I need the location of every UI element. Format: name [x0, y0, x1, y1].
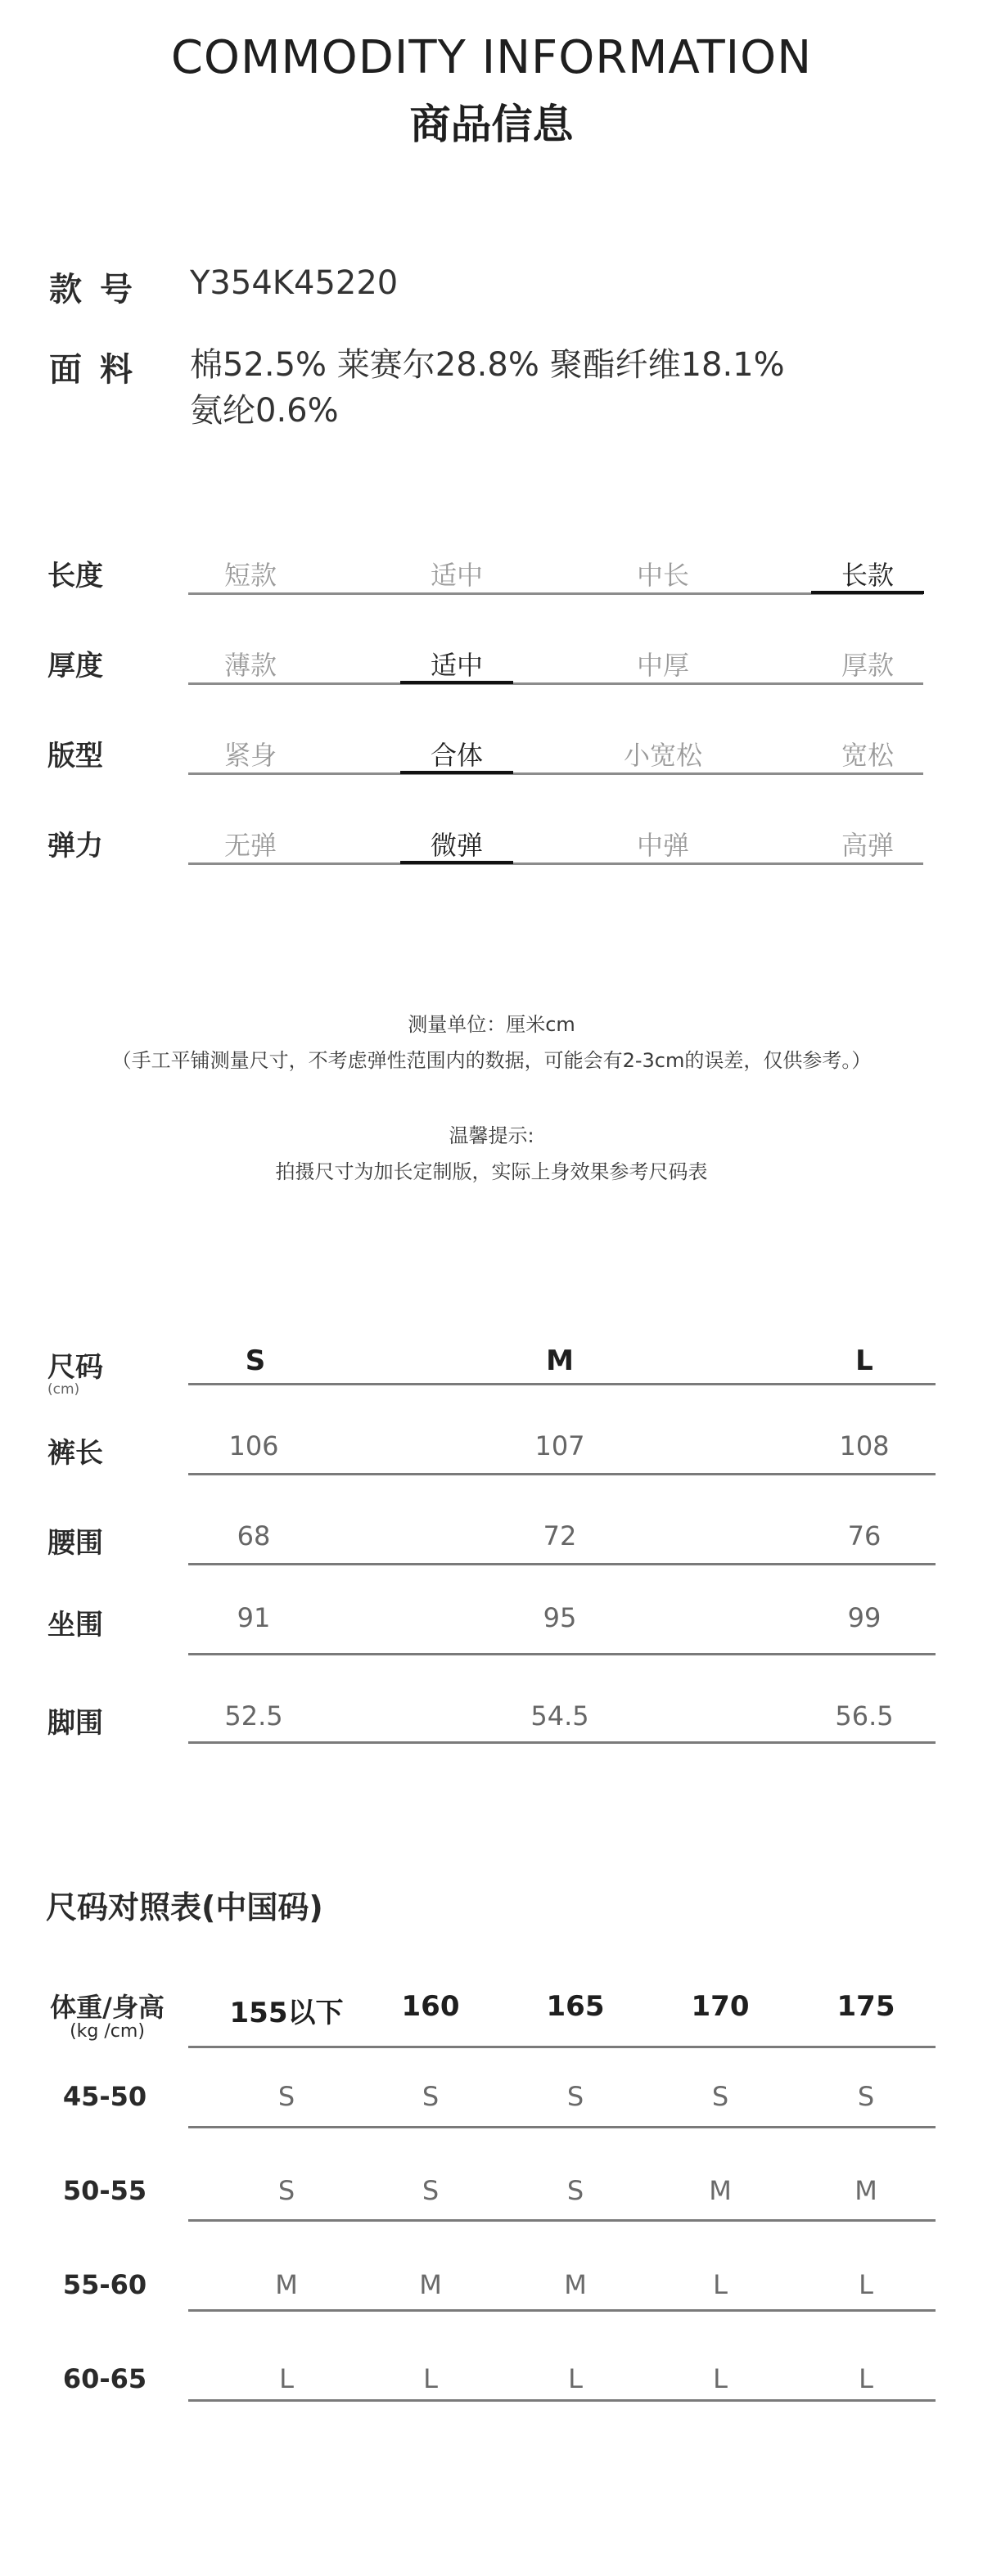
size-column-header: L [855, 1344, 873, 1377]
attribute-scale-line [188, 682, 923, 685]
attribute-scale-line [188, 862, 923, 865]
size-table-cell: 106 [228, 1430, 279, 1461]
size-chart-cell: L [423, 2363, 438, 2394]
table-divider [188, 2046, 936, 2048]
attribute-option: 高弹 [841, 830, 894, 861]
fabric-value-line1: 棉52.5% 莱赛尔28.8% 聚酯纤维18.1% [190, 346, 785, 384]
size-table-cell: 91 [237, 1602, 271, 1633]
size-chart-cell: S [857, 2081, 875, 2112]
weight-row-label: 60-65 [62, 2363, 147, 2394]
size-table-cell: 52.5 [224, 1700, 283, 1732]
size-table-cell: 108 [839, 1430, 890, 1461]
weight-row-label: 45-50 [62, 2081, 147, 2112]
size-table-cell: 95 [543, 1602, 577, 1633]
attribute-option: 中长 [636, 560, 689, 591]
size-row-label: 腰围 [47, 1527, 103, 1560]
size-table-cell: 68 [237, 1520, 271, 1551]
height-column-header: 165 [546, 1990, 605, 2023]
size-column-header: S [245, 1344, 266, 1377]
size-table-cell: 99 [847, 1602, 882, 1633]
size-chart-title: 尺码对照表(中国码) [46, 1889, 323, 1925]
height-column-header: 175 [836, 1990, 895, 2023]
size-chart-cell: M [275, 2269, 298, 2300]
size-chart-cell: S [422, 2175, 440, 2206]
size-chart-cell: S [277, 2175, 295, 2206]
size-chart-cell: S [566, 2175, 584, 2206]
attribute-option: 紧身 [223, 740, 277, 771]
size-table-cell: 56.5 [835, 1700, 894, 1732]
attribute-option: 长款 [841, 560, 894, 591]
tip-text: 拍摄尺寸为加长定制版，实际上身效果参考尺码表 [275, 1160, 708, 1183]
attribute-option: 中弹 [636, 830, 689, 861]
height-column-header: 160 [401, 1990, 460, 2023]
size-chart-cell: S [566, 2081, 584, 2112]
style-number-value: Y354K45220 [190, 264, 399, 302]
style-number-label: 款号 [49, 271, 151, 308]
table-divider [188, 2219, 936, 2222]
attribute-selected-marker [400, 771, 513, 774]
attribute-label: 弹力 [47, 830, 103, 862]
attribute-scale-line [188, 772, 923, 775]
fabric-value-line2: 氨纶0.6% [190, 392, 339, 430]
attribute-option: 宽松 [841, 740, 894, 771]
table-divider [188, 1653, 936, 1655]
size-table-cell: 107 [534, 1430, 585, 1461]
measure-unit-note: 测量单位：厘米cm [408, 1013, 575, 1036]
size-chart-cell: M [854, 2175, 877, 2206]
table-divider [188, 1741, 936, 1744]
table-divider [188, 1473, 936, 1475]
size-row-label: 裤长 [47, 1437, 103, 1470]
attribute-option: 适中 [430, 560, 483, 591]
table-divider [188, 1383, 936, 1385]
height-column-header: 170 [691, 1990, 750, 2023]
size-column-header: M [546, 1344, 574, 1377]
size-chart-corner-unit: (kg /cm) [70, 2021, 145, 2042]
size-chart-cell: S [422, 2081, 440, 2112]
table-divider [188, 2309, 936, 2312]
attribute-selected-marker [811, 591, 924, 594]
attribute-label: 长度 [47, 560, 103, 592]
table-divider [188, 1563, 936, 1565]
attribute-option: 薄款 [223, 650, 277, 681]
table-divider [188, 2126, 936, 2128]
height-column-header: 155以下 [229, 1997, 344, 2029]
weight-row-label: 50-55 [62, 2175, 147, 2206]
size-chart-cell: S [277, 2081, 295, 2112]
attribute-option: 合体 [430, 740, 483, 771]
attribute-option: 适中 [430, 650, 483, 681]
attribute-option: 厚款 [841, 650, 894, 681]
size-table-cell: 76 [847, 1520, 882, 1551]
size-table-cell: 72 [543, 1520, 577, 1551]
measure-disclaimer: （手工平铺测量尺寸，不考虑弹性范围内的数据，可能会有2-3cm的误差，仅供参考。） [111, 1049, 872, 1072]
size-chart-cell: M [709, 2175, 732, 2206]
fabric-label: 面料 [49, 351, 151, 389]
size-chart-cell: M [419, 2269, 442, 2300]
size-chart-cell: L [568, 2363, 583, 2394]
size-chart-cell: L [859, 2269, 873, 2300]
tip-title: 温馨提示: [449, 1124, 534, 1147]
attribute-selected-marker [400, 861, 513, 864]
size-table-label: 尺码 [47, 1351, 103, 1384]
size-row-label: 脚围 [47, 1707, 103, 1740]
size-chart-cell: L [713, 2269, 728, 2300]
attribute-option: 小宽松 [623, 740, 702, 771]
size-table-unit: (cm) [47, 1381, 80, 1398]
weight-row-label: 55-60 [62, 2269, 147, 2300]
table-divider [188, 2399, 936, 2402]
size-chart-cell: L [279, 2363, 294, 2394]
size-chart-corner-label: 体重/身高 [50, 1992, 165, 2023]
size-row-label: 坐围 [47, 1609, 103, 1642]
attribute-option: 无弹 [223, 830, 277, 861]
attribute-label: 版型 [47, 740, 103, 772]
size-chart-cell: L [859, 2363, 873, 2394]
attribute-selected-marker [400, 681, 513, 684]
title-chinese: 商品信息 [409, 101, 574, 148]
size-chart-cell: L [713, 2363, 728, 2394]
size-chart-cell: S [711, 2081, 729, 2112]
size-chart-cell: M [564, 2269, 587, 2300]
attribute-label: 厚度 [47, 650, 103, 682]
size-table-cell: 54.5 [530, 1700, 589, 1732]
attribute-option: 微弹 [430, 830, 483, 861]
attribute-option: 中厚 [636, 650, 689, 681]
title-english: COMMODITY INFORMATION [170, 31, 813, 84]
attribute-option: 短款 [223, 560, 277, 591]
